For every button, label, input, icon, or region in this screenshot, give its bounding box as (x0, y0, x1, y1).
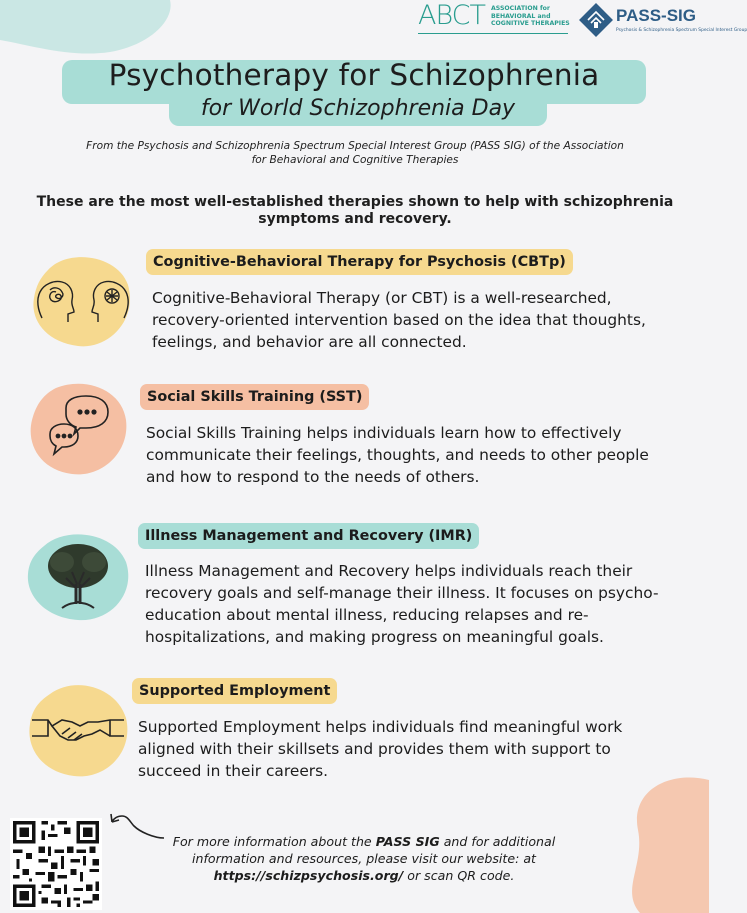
abct-full-name: ASSOCIATION for BEHAVIORAL and COGNITIVE THERAPIES (491, 5, 570, 27)
qr-code[interactable] (10, 818, 102, 910)
cbtp-icon-blob (28, 250, 134, 350)
sst-icon-blob (26, 380, 130, 480)
website-link[interactable]: https://schizpsychosis.org/ (213, 868, 404, 883)
intro-text: These are the most well-established therapies shown to help with schizophrenia symptoms and recovery. (36, 194, 674, 227)
pass-sig-logo (578, 2, 747, 40)
pass-sig-name: PASS-SIG (616, 6, 696, 25)
page-title: Psychotherapy for Schizophrenia (108, 58, 600, 92)
footer-pass-sig: PASS SIG (375, 834, 440, 849)
imr-description: Illness Management and Recovery helps individuals reach their recovery goals and self-manage their illness. It focuses on psycho-education about mental illness, reducing relapses and re-hospitalizations, and making progress on meaningful goals. (145, 562, 659, 646)
pass-sig-diamond-icon (578, 2, 614, 38)
page-subtitle: for World Schizophrenia Day (200, 96, 516, 121)
cbtp-description: Cognitive-Behavioral Therapy (or CBT) is a well-researched, recovery-oriented intervention based on the idea that thoughts, feelings, and behavior are all connected. (152, 289, 646, 351)
pass-sig-tagline: Psychosis & Schizophrenia Spectrum Special Interest Group (616, 28, 747, 33)
footer-text (150, 833, 578, 884)
imr-heading: Illness Management and Recovery (IMR) (138, 523, 479, 549)
employment-heading: Supported Employment (132, 678, 337, 704)
cbtp-heading: Cognitive-Behavioral Therapy for Psychosis (CBTp) (146, 249, 573, 275)
abct-logo (418, 2, 576, 38)
sst-heading: Social Skills Training (SST) (140, 384, 369, 410)
footer-text-part3: or scan QR code. (403, 868, 515, 883)
imr-icon-blob (22, 528, 132, 624)
attribution-text: From the Psychosis and Schizophrenia Spectrum Special Interest Group (PASS SIG) of the Association for Behavioral and Cognitive Therapies (86, 140, 624, 166)
footer-text-part2: and for additional information and resources, please visit our website: at (192, 834, 556, 866)
footer-text-part1: For more information about the (172, 834, 376, 849)
employment-description: Supported Employment helps individuals find meaningful work aligned with their skillsets and provides them with support to succeed in their careers. (138, 718, 623, 780)
sst-description: Social Skills Training helps individuals learn how to effectively communicate their feelings, thoughts, and needs to other people and how to respond to the needs of others. (146, 424, 649, 486)
corner-blob-bottom-right (600, 770, 709, 913)
employment-icon-blob (26, 678, 130, 782)
abct-acronym: ABCT (418, 0, 486, 31)
